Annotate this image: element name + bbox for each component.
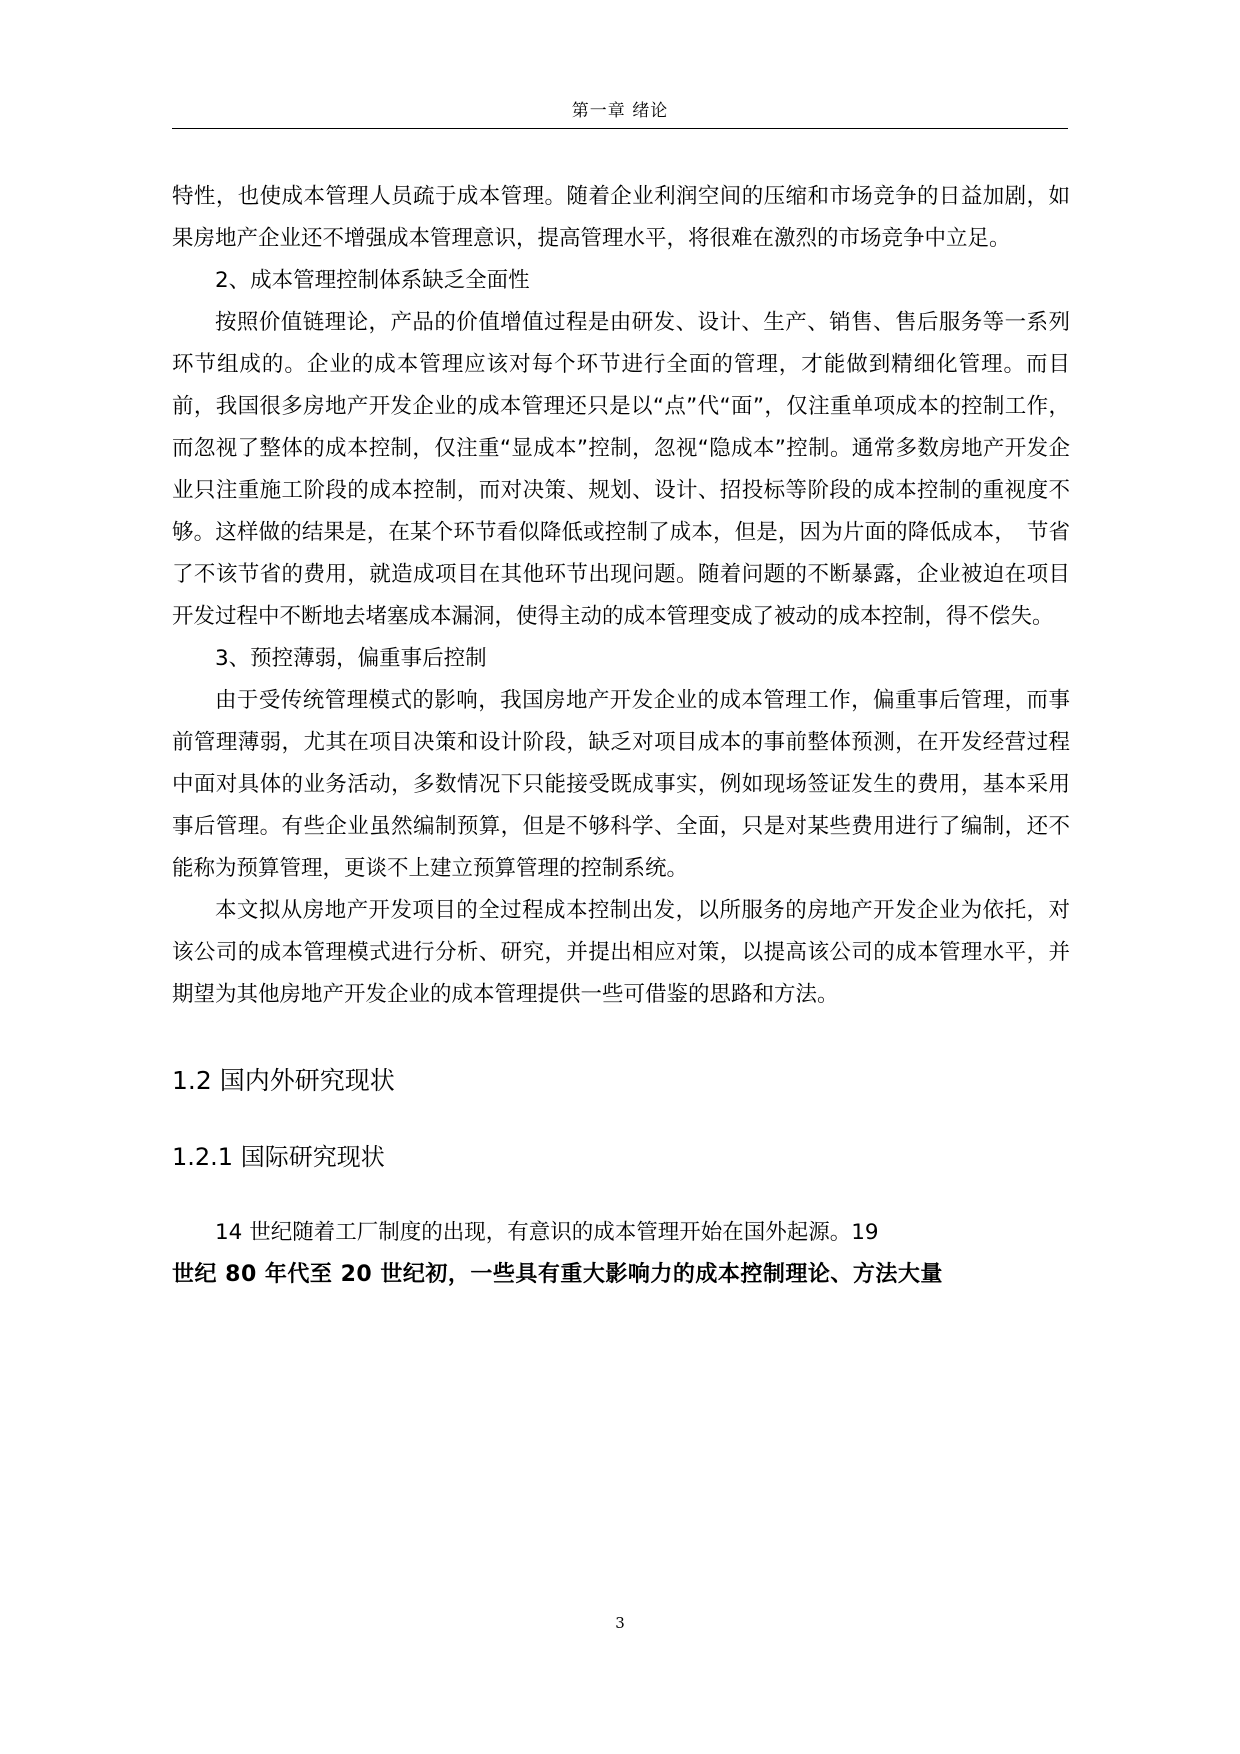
header-divider [172,128,1068,129]
paragraph-5-bold-continuation: 世纪 80 年代至 20 世纪初，一些具有重大影响力的成本控制理论、方法大量 [172,1262,943,1287]
page-number: 3 [615,1614,625,1632]
paragraph-2: 按照价值链理论，产品的价值增值过程是由研发、设计、生产、销售、售后服务等一系列环节组成的。企业的成本管理应该对每个环节进行全面的管理，才能做到精细化管理。而目前，我国很多房地产开发企业的成本管理还只是以“点”代“面”，仅注重单项成本的控制工作，而忽视了整体的成本控制，仅注重“显成本”控制，忽视“隐成本”控制。通常多数房地产开发企业只注重施工阶段的成本控制，而对决策、规划、设计、招投标等阶段的成本控制的重视度不够。这样做的结果是，在某个环节看似降低或控制了成本，但是，因为片面的降低成本， 节省了不该节省的费用，就造成项目在其他环节出现问题。随着问题的不断暴露，企业被迫在项目开发过程中不断地去堵塞成本漏洞，使得主动的成本管理变成了被动的成本控制，得不偿失。 [172,310,1070,629]
paragraph-3: 由于受传统管理模式的影响，我国房地产开发企业的成本管理工作，偏重事后管理，而事前管理薄弱，尤其在项目决策和设计阶段，缺乏对项目成本的事前整体预测，在开发经营过程中面对具体的业务活动，多数情况下只能接受既成事实，例如现场签证发生的费用，基本采用事后管理。有些企业虽然编制预算，但是不够科学、全面，只是对某些费用进行了编制，还不能称为预算管理，更谈不上建立预算管理的控制系统。 [172,688,1070,881]
list-item-3: 3、预控薄弱，偏重事后控制 [215,646,487,671]
running-header: 第一章 绪论 [571,101,669,121]
paragraph-5: 14 世纪随着工厂制度的出现，有意识的成本管理开始在国外起源。19 [215,1220,879,1245]
spacer [172,1178,1070,1212]
spacer [172,1016,1070,1060]
spacer [172,1102,1070,1136]
page-content [172,176,1070,1296]
subsection-heading: 1.2.1 国际研究现状 [172,1143,385,1171]
section-heading: 1.2 国内外研究现状 [172,1066,395,1095]
paragraph-1: 特性，也使成本管理人员疏于成本管理。随着企业利润空间的压缩和市场竞争的日益加剧，如果房地产企业还不增强成本管理意识，提高管理水平，将很难在激烈的市场竞争中立足。 [172,184,1070,251]
list-item-2: 2、成本管理控制体系缺乏全面性 [215,268,530,293]
paragraph-4: 本文拟从房地产开发项目的全过程成本控制出发，以所服务的房地产开发企业为依托，对该公司的成本管理模式进行分析、研究，并提出相应对策，以提高该公司的成本管理水平，并期望为其他房地产开发企业的成本管理提供一些可借鉴的思路和方法。 [172,898,1070,1007]
